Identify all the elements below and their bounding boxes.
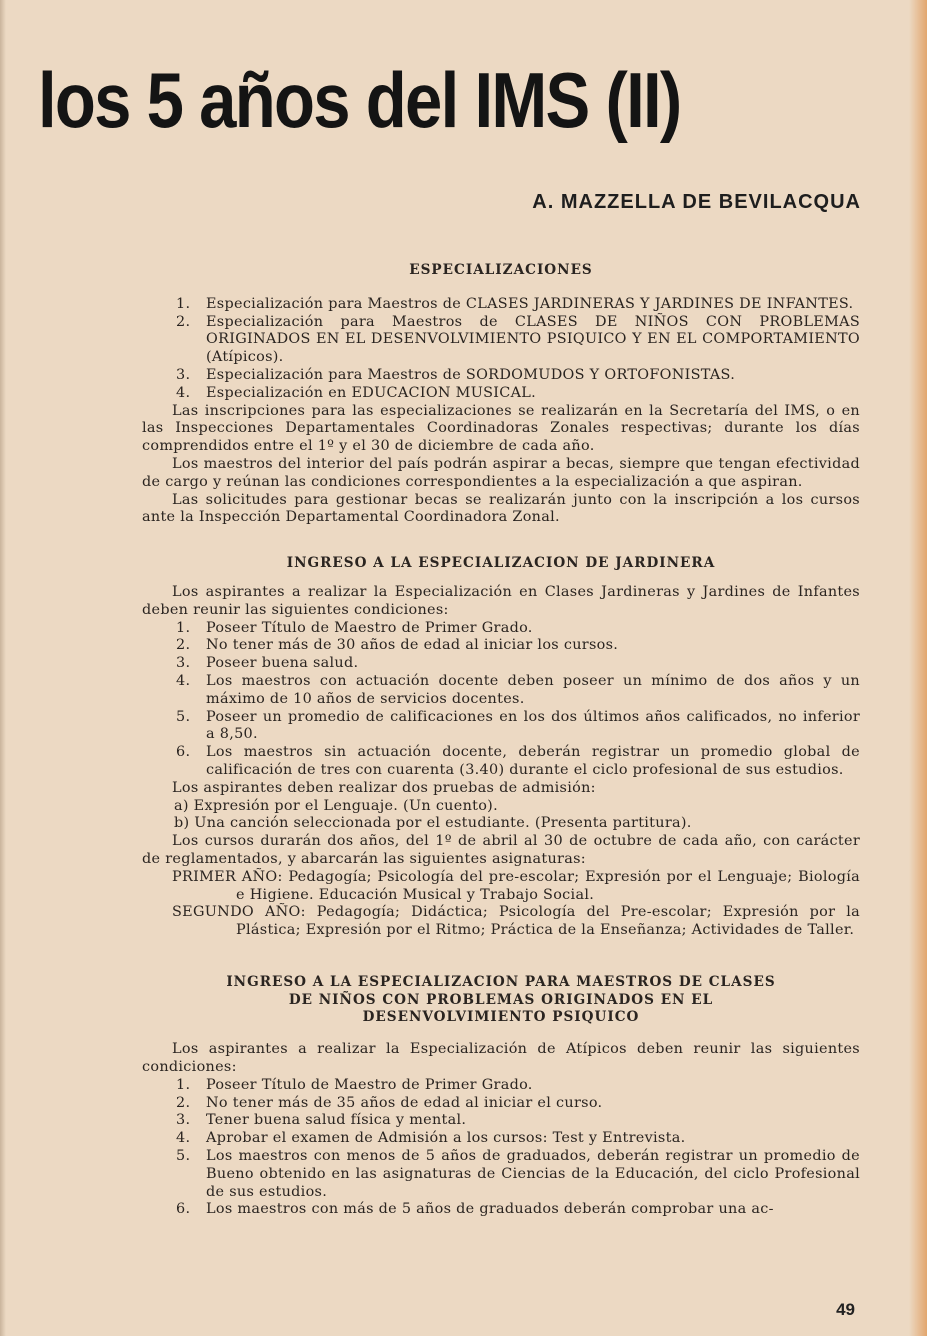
list-item (142, 314, 860, 367)
item-text: Especialización para Maestros de CLASES JARDINERAS Y JARDINES DE INFANTES. (206, 295, 854, 312)
especializaciones-list (142, 296, 860, 403)
list-item (142, 1077, 860, 1095)
item-text: Poseer Título de Maestro de Primer Grado. (206, 1076, 533, 1093)
item-number: 1. (176, 619, 191, 636)
section-heading-especializaciones: ESPECIALIZACIONES (409, 262, 593, 278)
list-item (142, 1148, 860, 1201)
item-number: 2. (176, 637, 191, 654)
section-heading-atipicos: INGRESO A LA ESPECIALIZACION PARA MAESTROS DE CLASES DE NIÑOS CON PROBLEMAS ORIGINADOS EN EL DESENVOLVIMIENTO PSIQUICO (226, 973, 776, 1026)
item-text: Los maestros con actuación docente deben poseer un mínimo de dos años y un máximo de 10 años de servicios docentes. (206, 672, 860, 707)
item-number: 3. (176, 1112, 191, 1129)
item-number: 4. (176, 672, 191, 689)
list-item (142, 744, 860, 780)
list-item (142, 385, 860, 403)
item-text: Poseer Título de Maestro de Primer Grado. (206, 619, 533, 636)
paragraph-solicitudes: Las solicitudes para gestionar becas se realizarán junto con la inscripción a los cursos ante la Inspección Departamental Coordinadora Zonal. (142, 491, 860, 526)
list-item (142, 1095, 860, 1113)
item-number: 6. (176, 744, 191, 761)
item-number: 2. (176, 1094, 191, 1111)
item-text: Los maestros sin actuación docente, deberán registrar un promedio global de calificación de tres con cuarenta (3.40) durante el ciclo profesional de sus estudios. (206, 744, 860, 778)
list-item (142, 637, 860, 655)
item-number: 4. (176, 384, 191, 401)
item-text: No tener más de 30 años de edad al iniciar los cursos. (206, 637, 619, 654)
page-edge-right (909, 0, 927, 1336)
primer-ano-subjects: PRIMER AÑO: Pedagogía; Psicología del pre-escolar; Expresión por el Lenguaje; Biología e Higiene. Educación Musical y Trabajo Social. (172, 868, 860, 903)
item-number: 5. (176, 708, 191, 725)
list-item (142, 655, 860, 673)
item-text: Especialización en EDUCACION MUSICAL. (206, 384, 537, 401)
list-item (142, 620, 860, 638)
item-text: Aprobar el examen de Admisión a los cursos: Test y Entrevista. (206, 1130, 686, 1147)
atipicos-conditions-list (142, 1077, 860, 1219)
article-author: A. MAZZELLA DE BEVILACQUA (532, 191, 861, 213)
item-text: Especialización para Maestros de SORDOMUDOS Y ORTOFONISTAS. (206, 366, 736, 383)
item-number: 3. (176, 655, 191, 672)
item-text: Especialización para Maestros de CLASES DE NIÑOS CON PROBLEMAS ORIGINADOS EN EL DESENVOLVIMIENTO PSIQUICO Y EN EL COMPORTAMIENTO (Atípicos). (206, 313, 860, 366)
paragraph-pruebas-intro: Los aspirantes deben realizar dos pruebas de admisión: (172, 779, 596, 796)
paragraph-becas: Los maestros del interior del país podrán aspirar a becas, siempre que tengan efectividad de cargo y reúnan las condiciones correspondientes a la especialización a que aspiran. (142, 455, 860, 490)
item-text: Los maestros con menos de 5 años de graduados, deberán registrar un promedio de Bueno obtenido en las asignaturas de Ciencias de la Educación, del ciclo Profesional de sus estudios. (206, 1148, 860, 1200)
item-number: 4. (176, 1130, 191, 1147)
paragraph-atipicos-intro: Los aspirantes a realizar la Especialización de Atípicos deben reunir las siguientes condiciones: (142, 1041, 860, 1076)
paragraph-cursos: Los cursos durarán dos años, del 1º de abril al 30 de octubre de cada año, con carácter de reglamentados, y abarcarán las siguientes asignaturas: (142, 833, 860, 867)
item-text: Los maestros con más de 5 años de graduados deberán comprobar una ac- (206, 1201, 774, 1218)
item-number: 1. (176, 1076, 191, 1093)
list-item (142, 1201, 860, 1219)
list-item (142, 709, 860, 745)
item-text: Poseer buena salud. (206, 655, 359, 672)
list-item (142, 296, 860, 314)
prueba-item: b) Una canción seleccionada por el estudiante. (Presenta partitura). (174, 815, 692, 832)
paragraph-inscripciones: Las inscripciones para las especializaciones se realizarán en la Secretaría del IMS, o en las Inspecciones Departamentales Coordinadoras Zonales respectivas; durante los días comprendidos entre el 1º y el 30 de diciembre de cada año. (142, 402, 860, 455)
prueba-item: a) Expresión por el Lenguaje. (Un cuento). (174, 797, 498, 814)
segundo-ano-subjects: SEGUNDO AÑO: Pedagogía; Didáctica; Psicología del Pre-escolar; Expresión por la Plástica; Expresión por el Ritmo; Práctica de la Enseñanza; Actividades de Taller. (172, 904, 860, 939)
list-item (142, 673, 860, 709)
item-number: 3. (176, 366, 191, 383)
item-number: 5. (176, 1148, 191, 1165)
list-item (142, 1130, 860, 1148)
article-title: los 5 años del IMS (II) (38, 56, 681, 144)
item-number: 2. (176, 313, 191, 330)
jardinera-conditions-list (142, 620, 860, 780)
list-item (142, 1112, 860, 1130)
item-number: 1. (176, 295, 191, 312)
page-edge-left (0, 0, 6, 1336)
article-body (142, 262, 860, 1219)
item-number: 6. (176, 1201, 191, 1218)
list-item (142, 367, 860, 385)
item-text: Tener buena salud física y mental. (206, 1112, 467, 1129)
section-heading-jardinera: INGRESO A LA ESPECIALIZACION DE JARDINERA (286, 555, 716, 572)
page-number: 49 (836, 1300, 855, 1319)
item-text: Poseer un promedio de calificaciones en los dos últimos años calificados, no inferior a 8,50. (206, 708, 860, 743)
item-text: No tener más de 35 años de edad al iniciar el curso. (206, 1094, 603, 1111)
paragraph-jardinera-intro: Los aspirantes a realizar la Especialización en Clases Jardineras y Jardines de Infantes deben reunir las siguientes condiciones: (142, 583, 860, 618)
